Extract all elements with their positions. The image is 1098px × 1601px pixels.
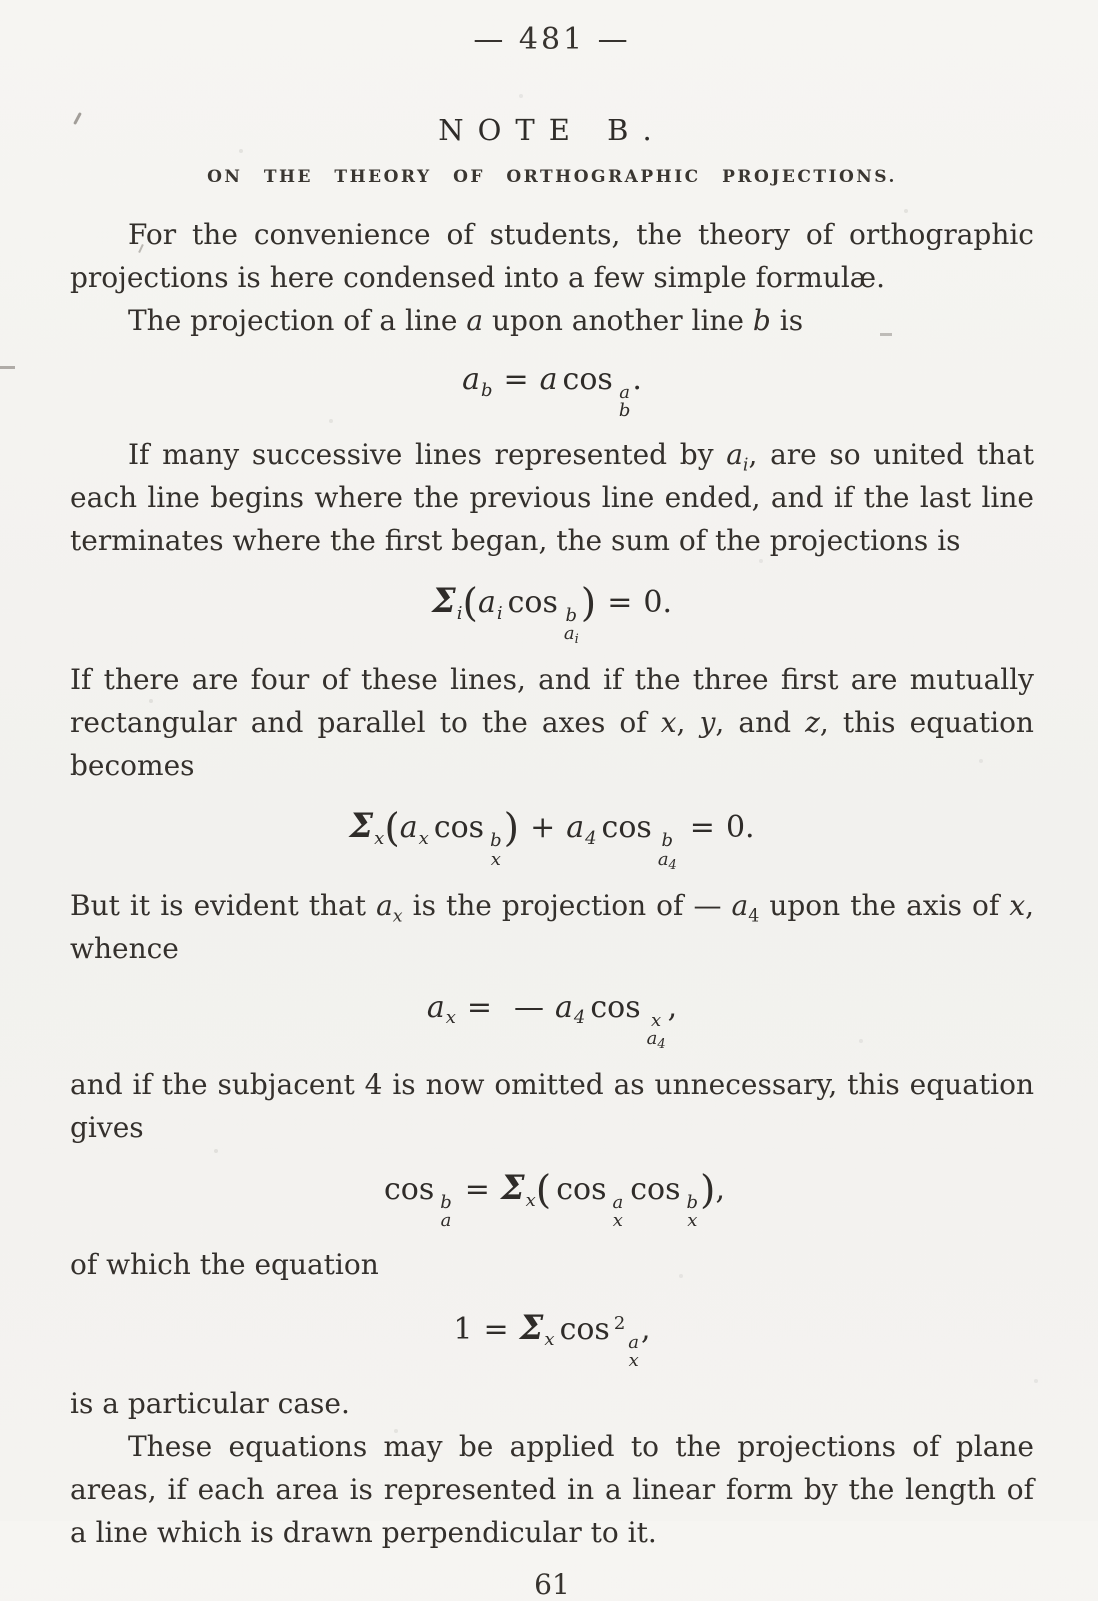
- math-token: cos: [590, 989, 641, 1025]
- equation-sum-of-projections: [70, 574, 1034, 646]
- math-token: cos: [433, 810, 485, 846]
- math-token: 0: [643, 584, 663, 620]
- paragraph-of-which: of which the equation: [70, 1247, 379, 1281]
- paragraph-successive-lines: If many successive lines represented by $a_i$, are so united that each line begins where the previous line ended, and if the last line terminates where the first began, the sum of the projections is: [70, 437, 1034, 557]
- math-token: .: [745, 810, 755, 846]
- math-token: b $a_i$: [563, 604, 579, 647]
- math-token: =: [464, 1172, 490, 1208]
- math-token: cos: [630, 1172, 681, 1208]
- math-token: cos: [556, 1172, 607, 1208]
- math-token: cos: [562, 362, 613, 397]
- math-token: Σ: [519, 1306, 544, 1347]
- math-token: x: [374, 827, 385, 849]
- page-number-bottom: 61: [534, 1568, 570, 1601]
- math-token: 2: [613, 1312, 626, 1334]
- math-token: b: [480, 379, 493, 401]
- math-token: +: [530, 810, 556, 846]
- math-token: 4: [585, 827, 597, 849]
- scan-artifact: [0, 366, 15, 369]
- paragraph-subjacent-omitted: and if the subjacent 4 is now omitted as unnecessary, this equation gives: [70, 1068, 1034, 1145]
- paragraph-intro: For the convenience of students, the theory of orthographic projections is here condensed into a few simple formulæ.: [70, 218, 1034, 294]
- section-subtitle: ON THE THEORY OF ORTHOGRAPHIC PROJECTIONS.: [207, 167, 897, 187]
- math-token: 0: [725, 810, 746, 846]
- math-token: cos: [507, 584, 558, 620]
- math-token: ,: [715, 1172, 726, 1208]
- math-token: =: [483, 1311, 509, 1347]
- math-token: —: [514, 989, 545, 1025]
- math-token: x: [544, 1329, 555, 1351]
- math-token: ): [700, 1166, 716, 1213]
- math-token: a x: [612, 1192, 624, 1232]
- paragraph-plane-areas: These equations may be applied to the projections of plane areas, if each area is represented in a linear form by the length of a line which is drawn perpendicular to it.: [70, 1430, 1034, 1550]
- math-token: (: [462, 579, 478, 626]
- equation-particular-case: [70, 1298, 1034, 1371]
- paragraph-four-lines: If there are four of these lines, and if the three first are mutually rectangular and parallel to the axes of x, y, and z, this equation becomes: [70, 663, 1034, 783]
- math-token: i: [456, 602, 463, 624]
- equation-cos-sum: [70, 1161, 1034, 1231]
- math-token: x: [445, 1007, 456, 1029]
- equation-four-lines: [70, 799, 1034, 871]
- math-token: a x: [628, 1331, 640, 1371]
- math-token: =: [466, 989, 493, 1025]
- math-token: Σ: [500, 1167, 525, 1208]
- math-token: 4: [573, 1007, 586, 1029]
- math-token: b $a_4$: [657, 830, 677, 873]
- math-token: x $a_4$: [646, 1009, 666, 1052]
- equation-projection: [70, 354, 1034, 421]
- page-number-top: — 481 —: [473, 22, 631, 57]
- math-token: =: [503, 362, 529, 397]
- math-token: a: [539, 362, 558, 397]
- math-token: ): [580, 579, 597, 626]
- math-token: =: [607, 584, 633, 620]
- note-title: NOTE B.: [438, 113, 666, 147]
- math-token: cos: [559, 1311, 610, 1347]
- equation-ax-projection: [70, 982, 1034, 1051]
- math-token: a: [399, 810, 418, 846]
- math-token: a: [555, 989, 573, 1025]
- math-token: b x: [490, 830, 502, 870]
- math-token: a: [462, 362, 480, 397]
- math-token: b a: [440, 1192, 452, 1232]
- math-token: Σ: [349, 805, 374, 846]
- math-token: cos: [383, 1172, 435, 1208]
- paragraph-projection-definition: The projection of a line a upon another line b is: [128, 304, 804, 337]
- math-token: cos: [601, 810, 652, 846]
- paragraph-evident-projection: But it is evident that $a_x$ is the projection of — $a_4$ upon the axis of x, whence: [70, 888, 1035, 965]
- math-token: ,: [667, 989, 678, 1025]
- math-token: Σ: [431, 579, 456, 620]
- math-token: ,: [641, 1311, 651, 1347]
- math-token: 1: [453, 1311, 473, 1347]
- math-token: (: [535, 1166, 552, 1213]
- math-token: ): [503, 805, 520, 852]
- paper-noise: [0, 0, 2, 2]
- math-token: a b: [618, 382, 631, 422]
- math-token: a: [426, 989, 445, 1025]
- math-token: .: [662, 584, 672, 620]
- math-token: (: [384, 805, 400, 852]
- math-token: .: [632, 362, 642, 397]
- math-token: =: [689, 810, 715, 846]
- paragraph-particular-case: is a particular case.: [70, 1387, 350, 1421]
- math-token: x: [525, 1189, 536, 1211]
- math-token: i: [496, 602, 503, 624]
- math-token: a: [477, 584, 496, 620]
- math-token: a: [566, 810, 585, 846]
- math-token: b x: [686, 1192, 699, 1232]
- math-token: x: [418, 827, 429, 849]
